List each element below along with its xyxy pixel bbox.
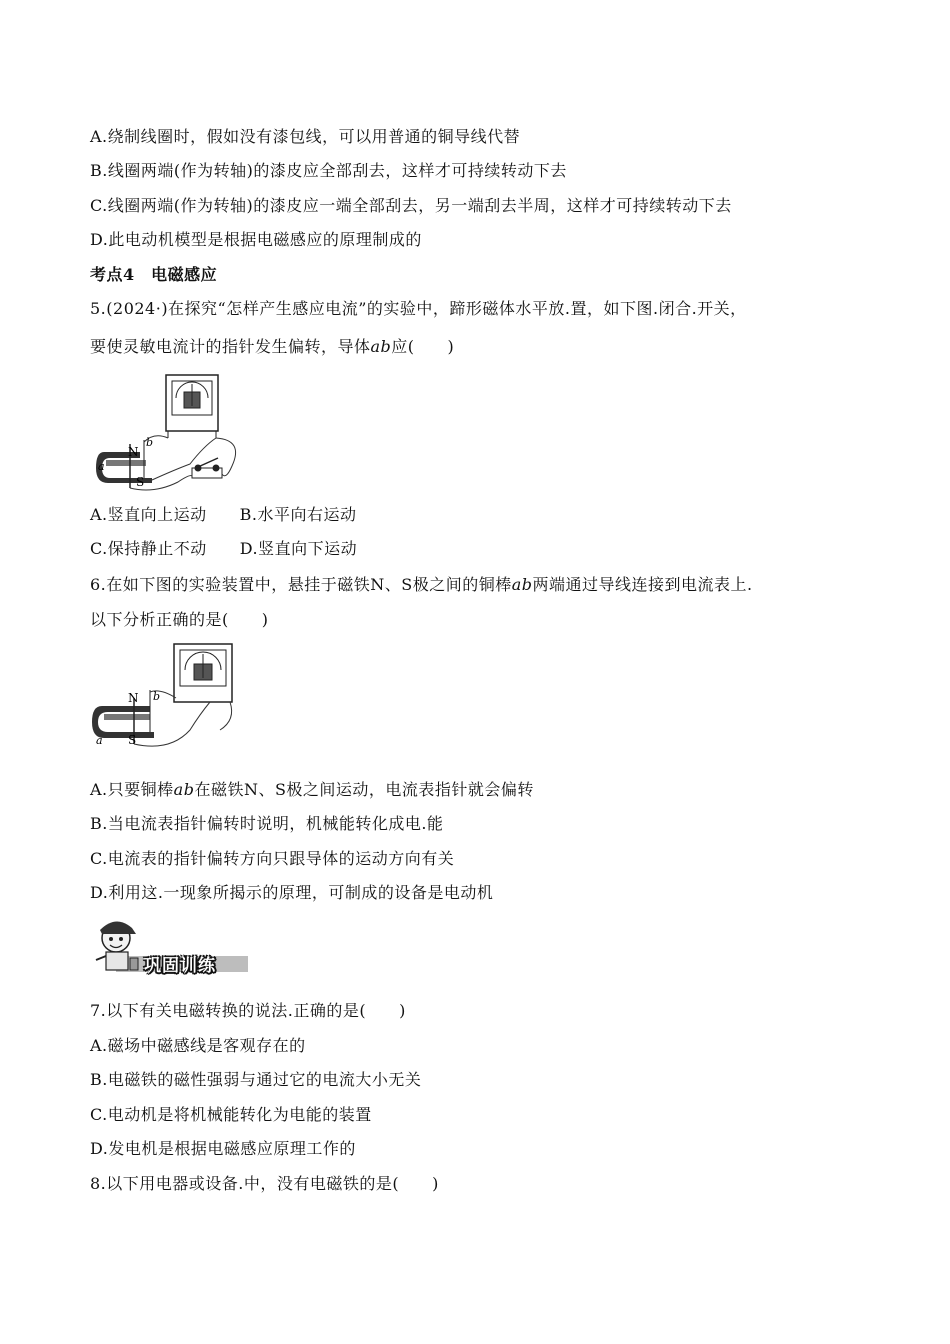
q6-option-a [90, 779, 534, 801]
magnet-n-label: N [128, 691, 139, 705]
q6-option-d: D.利用这.一现象所揭示的原理，可制成的设备是电动机 [90, 883, 494, 902]
q6-experiment-figure [90, 640, 240, 755]
practice-banner [90, 912, 250, 976]
conductor-a-label: a [98, 460, 105, 473]
q7-option-b: B.电磁铁的磁性强弱与通过它的电流大小无关 [90, 1070, 422, 1089]
q6-option-c: C.电流表的指针偏转方向只跟导体的运动方向有关 [90, 849, 455, 868]
q4-option-a: A.绕制线圈时，假如没有漆包线，可以用普通的铜导线代替 [90, 127, 521, 146]
conductor-b-label: b [146, 436, 154, 449]
q7-option-a: A.磁场中磁感线是客观存在的 [90, 1036, 306, 1055]
q6-stem-line1 [90, 574, 753, 596]
q5-stem-line1: 5.(2024·)在探究“怎样产生感应电流”的实验中，蹄形磁体水平放.置，如下图.闭合.开关， [90, 299, 747, 318]
q4-option-b: B.线圈两端(作为转轴)的漆皮应全部刮去，这样才可持续转动下去 [90, 161, 567, 180]
q4-option-c: C.线圈两端(作为转轴)的漆皮应一端全部刮去，另一端刮去半周，这样才可持续转动下去 [90, 196, 732, 215]
q5-options-a-b: A.竖直向上运动 B.水平向右运动 [90, 505, 357, 524]
q5-variable-ab: ab [370, 337, 392, 356]
rod-b-label: b [153, 690, 161, 703]
q6-option-b: B.当电流表指针偏转时说明，机械能转化成电.能 [90, 814, 444, 833]
q6-stem-text: 6.在如下图的实验装置中，悬挂于磁铁N、S极之间的铜棒 [90, 575, 512, 594]
switch-icon [192, 458, 222, 478]
q5-stem-line2 [90, 336, 454, 358]
section-heading: 考点4 电磁感应 [90, 265, 218, 284]
magnet-n-label: N [128, 445, 139, 459]
q7-option-d: D.发电机是根据电磁感应原理工作的 [90, 1139, 356, 1158]
ammeter-icon [174, 644, 232, 702]
q6-variable-ab: ab [511, 575, 533, 594]
q6-option-a-tail: 在磁铁N、S极之间运动，电流表指针就会偏转 [194, 780, 534, 799]
q8-stem: 8.以下用电器或设备.中，没有电磁铁的是( ) [90, 1174, 439, 1193]
q5-options-c-d: C.保持静止不动 D.竖直向下运动 [90, 539, 358, 558]
q5-experiment-figure [94, 370, 244, 495]
galvanometer-icon [166, 375, 218, 438]
q6-option-a-text: A.只要铜棒 [90, 780, 174, 799]
q4-option-d: D.此电动机模型是根据电磁感应的原理制成的 [90, 230, 422, 249]
magnet-s-label: S [128, 733, 137, 747]
q6-option-a-variable: ab [173, 780, 195, 799]
q5-stem-text: 要使灵敏电流计的指针发生偏转，导体 [90, 337, 371, 356]
q6-stem-tail: 两端通过导线连接到电流表上. [532, 575, 753, 594]
q7-stem: 7.以下有关电磁转换的说法.正确的是( ) [90, 1001, 406, 1020]
magnet-s-label: S [136, 475, 145, 489]
q5-stem-tail: 应( ) [391, 337, 455, 356]
q7-option-c: C.电动机是将机械能转化为电能的装置 [90, 1105, 372, 1124]
rod-a-label: a [96, 734, 103, 747]
practice-banner-title: 巩固训练 [144, 956, 216, 976]
q6-stem-line2: 以下分析正确的是( ) [90, 610, 269, 629]
